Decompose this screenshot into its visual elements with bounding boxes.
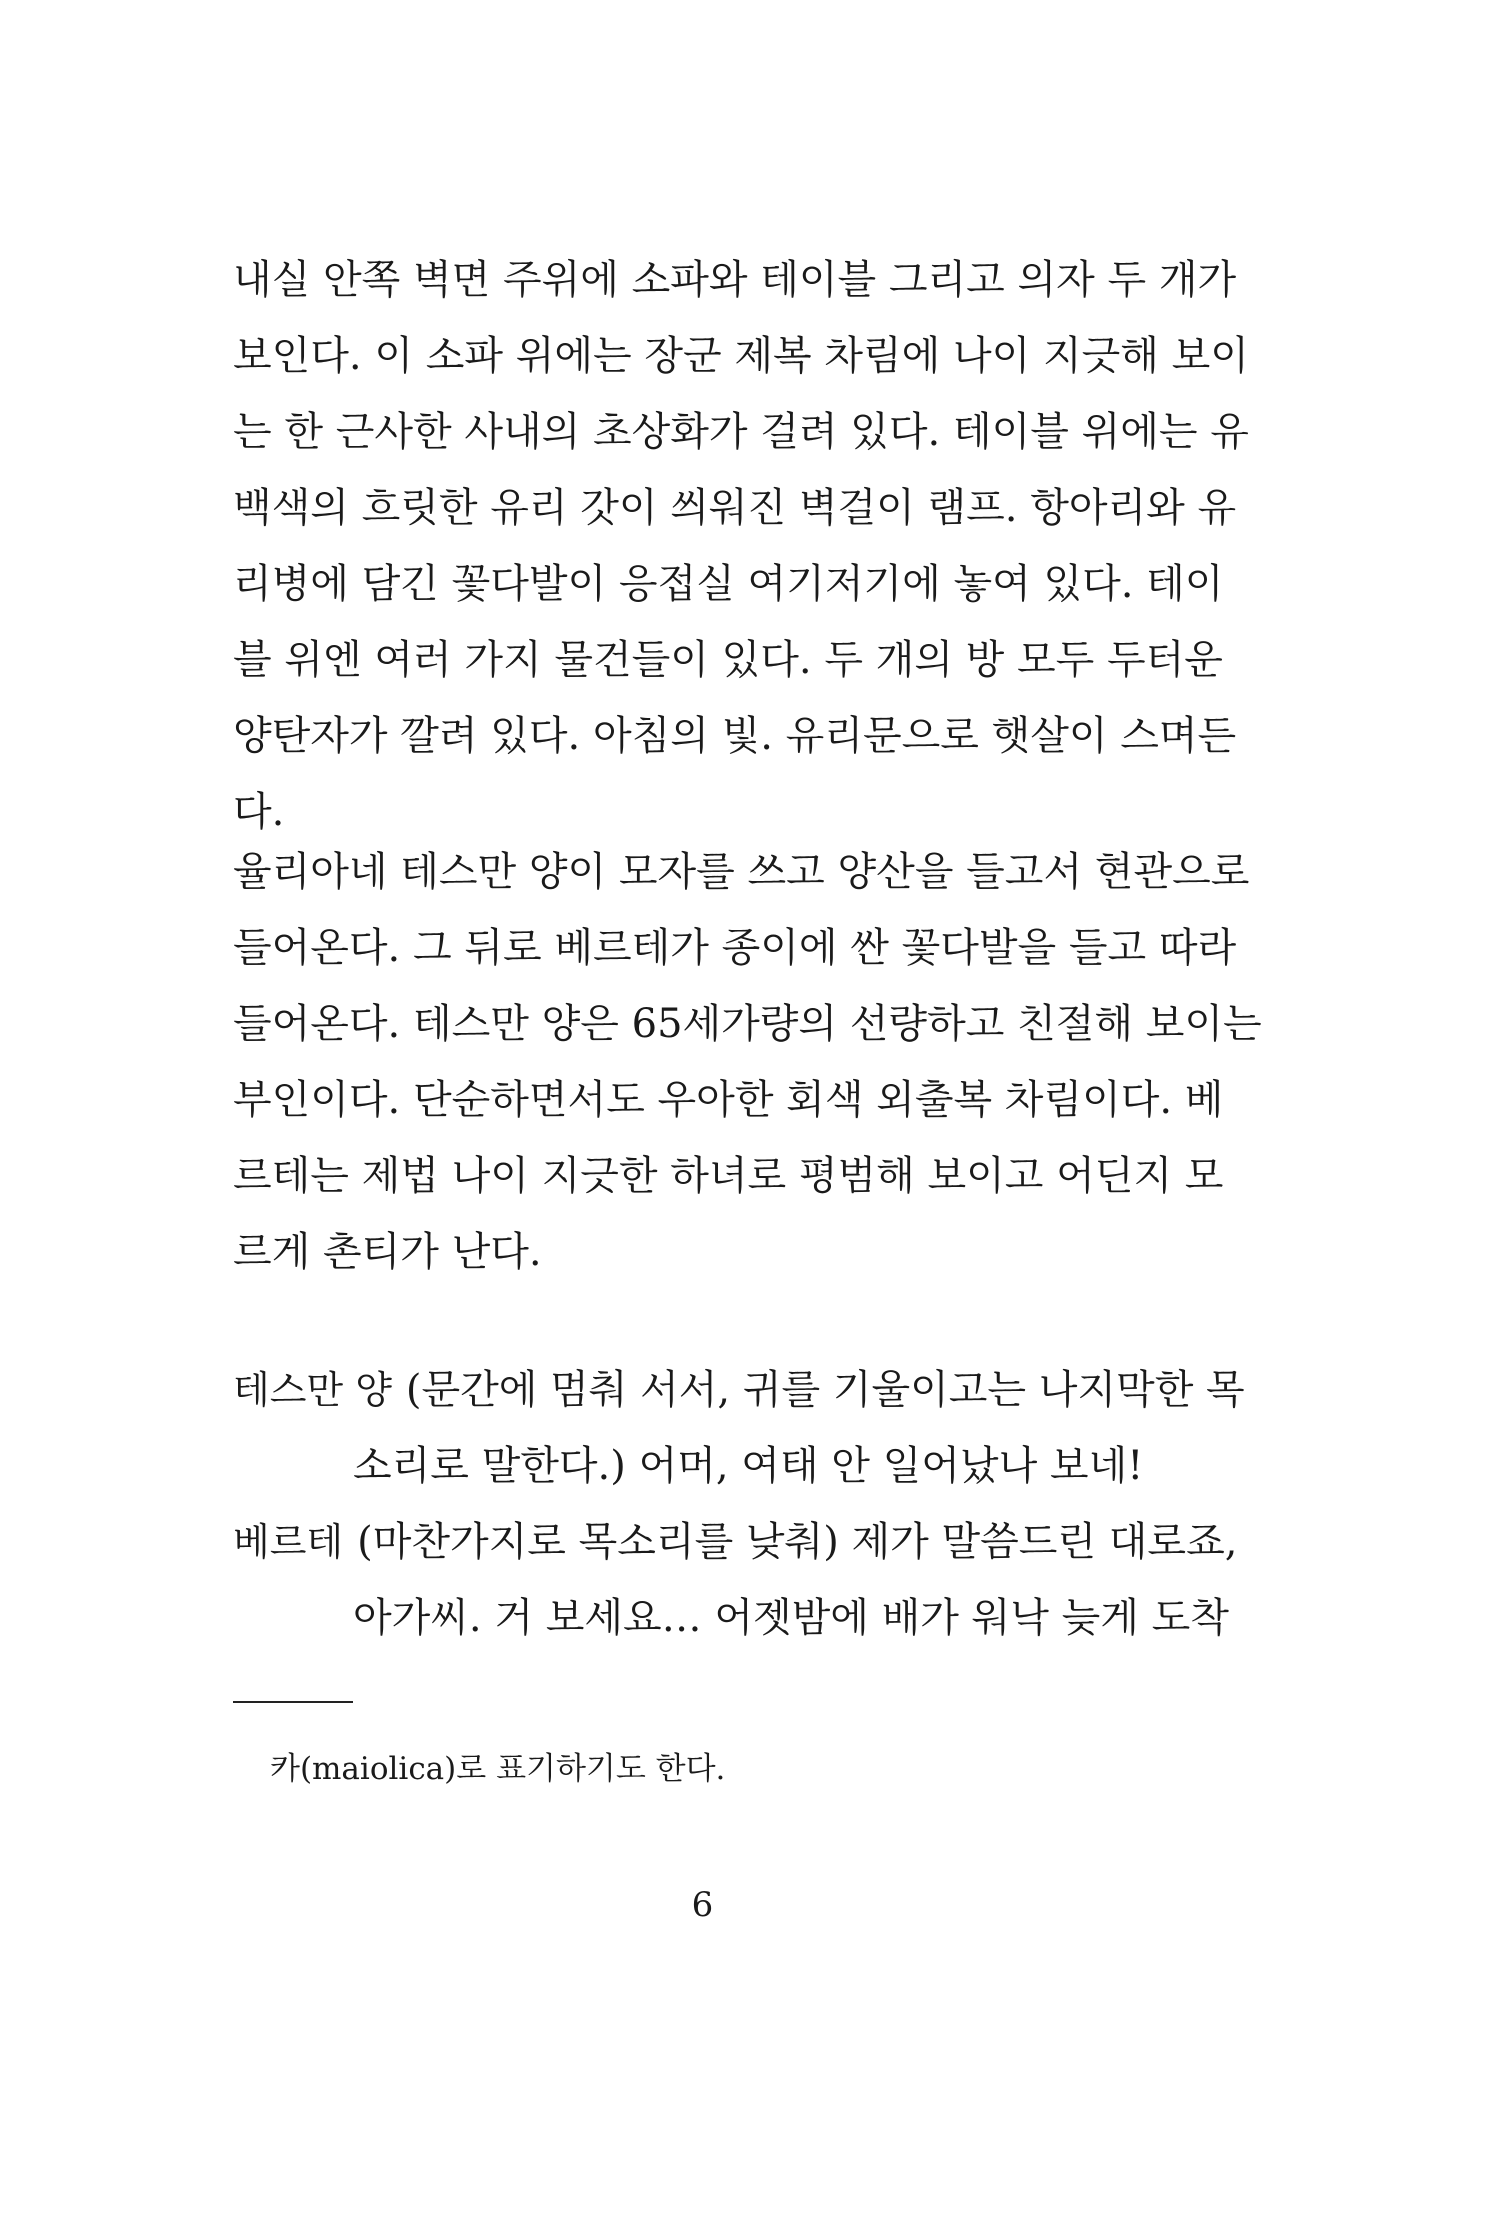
text-line: 보인다. 이 소파 위에는 장군 제복 차림에 나이 지긋해 보이 xyxy=(233,333,1249,379)
footnote-divider xyxy=(233,1701,353,1703)
dialogue-first-line xyxy=(233,1512,1238,1572)
text-line: 들어온다. 그 뒤로 베르테가 종이에 싼 꽃다발을 들고 따라 xyxy=(233,925,1237,971)
text-line: 내실 안쪽 벽면 주위에 소파와 테이블 그리고 의자 두 개가 xyxy=(233,257,1237,303)
text-line: 백색의 흐릿한 유리 갓이 씌워진 벽걸이 램프. 항아리와 유 xyxy=(233,485,1237,531)
text-line: 율리아네 테스만 양이 모자를 쓰고 양산을 들고서 현관으로 xyxy=(233,849,1250,895)
speaker-name: 베르테 xyxy=(233,1520,344,1564)
text-line: 르테는 제법 나이 지긋한 하녀로 평범해 보이고 어딘지 모 xyxy=(233,1153,1224,1199)
footnote: 카(maiolica)로 표기하기도 한다. xyxy=(270,1751,726,1787)
page-number: 6 xyxy=(691,1885,714,1925)
text-line: 양탄자가 깔려 있다. 아침의 빛. 유리문으로 햇살이 스며든 xyxy=(233,713,1237,759)
text-line: 들어온다. 테스만 양은 65세가량의 선량하고 친절해 보이는 xyxy=(233,1001,1262,1047)
text-line: 르게 촌티가 난다. xyxy=(233,1229,542,1275)
dialogue-text: (마찬가지로 목소리를 낮춰) 제가 말씀드린 대로죠, xyxy=(357,1519,1238,1565)
text-line: 부인이다. 단순하면서도 우아한 회색 외출복 차림이다. 베 xyxy=(233,1077,1224,1123)
text-line: 다. xyxy=(233,789,285,835)
dialogue-first-line xyxy=(233,1360,1245,1420)
dialogue-continuation: 소리로 말한다.) 어머, 여태 안 일어났나 보네! xyxy=(353,1443,1144,1489)
text-line: 블 위엔 여러 가지 물건들이 있다. 두 개의 방 모두 두터운 xyxy=(233,637,1223,683)
dialogue-continuation: 아가씨. 거 보세요… 어젯밤에 배가 워낙 늦게 도착 xyxy=(353,1595,1229,1641)
dialogue-text: (문간에 멈춰 서서, 귀를 기울이고는 나지막한 목 xyxy=(405,1367,1245,1413)
speaker-name: 테스만 양 xyxy=(233,1368,392,1412)
text-line: 리병에 담긴 꽃다발이 응접실 여기저기에 놓여 있다. 테이 xyxy=(233,561,1224,607)
text-line: 는 한 근사한 사내의 초상화가 걸려 있다. 테이블 위에는 유 xyxy=(233,409,1249,455)
